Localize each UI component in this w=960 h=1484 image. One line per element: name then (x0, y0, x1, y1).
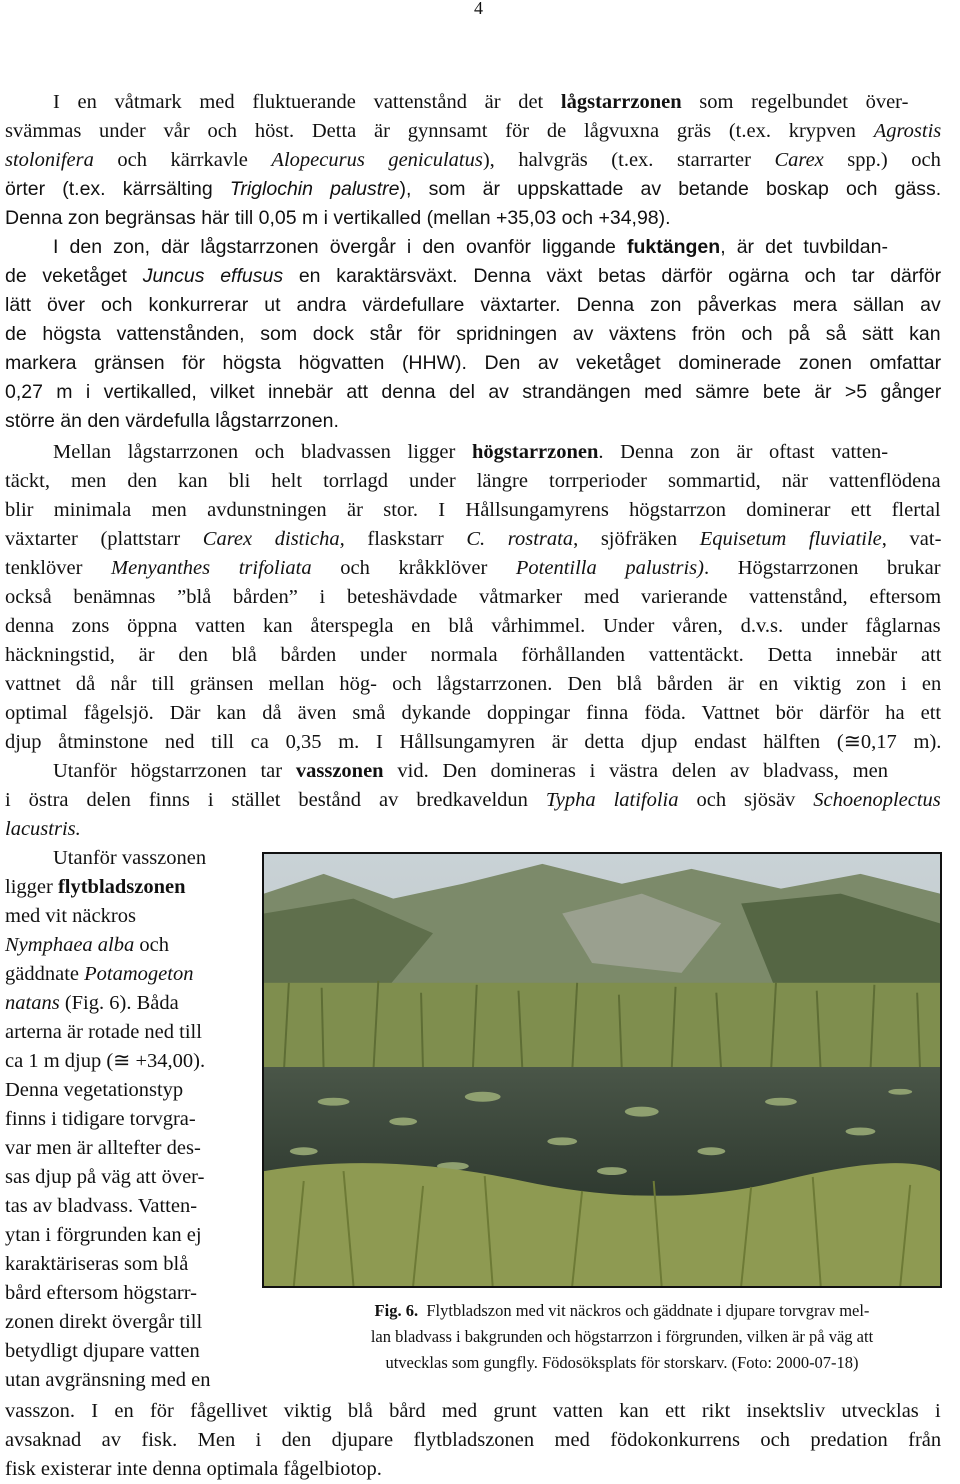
figure-label: Fig. 6. (374, 1301, 419, 1320)
page-number: 4 (474, 0, 483, 18)
text-line: markera gränsen för högsta högvatten (HHW). Den av veketåget dominerade zonen omfattar (5, 352, 942, 374)
text-line: större än den värdefulla lågstarrzonen. (5, 410, 339, 432)
text-line: Denna vegetationstyp (5, 1079, 184, 1101)
text-line: Nymphaea alba och (5, 934, 169, 956)
text-line: 0,27 m i vertikalled, vilket innebär att denna del av strandängen med sämre bete är >5 gånger (5, 381, 942, 403)
text-line: lätt över och konkurrerar ut andra värdefullare växtarter. Denna zon påverkas mera sällan av (5, 294, 941, 316)
caption-line-2: lan bladvass i bakgrunden och högstarrzon i förgrunden, vilken är på väg att (370, 1327, 874, 1346)
text-line: växtarter (plattstarr Carex disticha, flaskstarr C. rostrata, sjöfräken Equisetum fluviatile, vat- (5, 528, 942, 550)
text-line: i östra delen finns i stället bestånd av bredkaveldun Typha latifolia och sjösäv Schoenoplectus (5, 789, 941, 811)
wetland-photo (262, 852, 942, 1288)
text-line: utan avgränsning med en (5, 1369, 211, 1391)
caption-line-1: Flytbladszon med vit näckros och gäddnate i djupare torvgrav mel- (426, 1301, 870, 1320)
text-line: fisk existerar inte denna optimala fågelbiotop. (5, 1458, 382, 1480)
text-line: blir minimala men avdunstningen är stor. I Hållsungamyrens högstarrzon dominerar ett flertal (5, 499, 941, 521)
text-line: optimal fågelsjö. Där kan då även små dykande doppingar finna föda. Vattnet bör därför ha ett (5, 702, 942, 724)
text-line: med vit näckros (5, 905, 136, 927)
text-line: sas djup på väg att över- (5, 1166, 205, 1188)
text-line: ca 1 m djup (≅ +34,00). (5, 1050, 206, 1072)
text-line: bård eftersom högstarr- (5, 1282, 197, 1304)
text-line: betydligt djupare vatten (5, 1340, 200, 1362)
text-line: I den zon, där lågstarrzonen övergår i den ovanför liggande fuktängen, är det tuvbildan- (53, 236, 888, 258)
text-line: de veketåget Juncus effusus en karaktärsväxt. Denna växt betas därför ogärna och tar därför (5, 265, 942, 287)
text-line: avsaknad av fisk. Men i den djupare flytbladszonen med födokonkurrens och predation från (5, 1429, 942, 1451)
text-line: tas av bladvass. Vatten- (5, 1195, 198, 1217)
text-line: zonen direkt övergår till (5, 1311, 203, 1333)
text-line: djup åtminstone ned till ca 0,35 m. I Hållsungamyren är detta djup endast hälften (≅0,17 m). (5, 731, 942, 753)
text-line: svämmas under vår och höst. Detta är gynnsamt för de lågvuxna gräs (t.ex. krypven Agrostis (5, 120, 942, 142)
text-line: gäddnate Potamogeton (5, 963, 194, 985)
figure-caption (298, 1298, 946, 1376)
text-line: stolonifera och kärrkavle Alopecurus geniculatus), halvgräs (t.ex. starrarter Carex spp.) och (5, 149, 941, 171)
text-line: ytan i förgrunden kan ej (5, 1224, 202, 1246)
text-line: lacustris. (5, 818, 81, 840)
text-line: Mellan lågstarrzonen och bladvassen ligger högstarrzonen. Denna zon är oftast vatten- (53, 441, 889, 463)
text-line: karaktäriseras som blå (5, 1253, 189, 1275)
text-line: vattnet då når till gränsen mellan hög- och lågstarrzonen. Den blå bården är en viktig zon i en (5, 673, 942, 695)
wetland-photo-image (264, 854, 940, 1286)
caption-line-3: utvecklas som gungfly. Födosöksplats för storskarv. (Foto: 2000-07-18) (385, 1353, 859, 1372)
text-line: de högsta vattenstånden, som dock står för spridningen av växtens frön och på så sätt kan (5, 323, 941, 345)
text-line: var men är alltefter des- (5, 1137, 201, 1159)
text-line: häckningstid, är den blå bården under normala förhållanden vattentäckt. Detta innebär att (5, 644, 942, 666)
text-line: täckt, men den kan bli helt torrlagd under längre torrperioder sommartid, när vattenflödena (5, 470, 941, 492)
text-line: örter (t.ex. kärrsälting Triglochin palustre), som är uppskattade av betande boskap och gäss. (5, 178, 942, 200)
text-line: natans (Fig. 6). Båda (5, 992, 179, 1014)
text-line: denna zons öppna vatten kan återspegla en blå vårhimmel. Under våren, d.v.s. under fåglarnas (5, 615, 941, 637)
text-line: vasszon. I en för fågellivet viktig blå bård med grunt vatten kan ett rikt insektsliv utvecklas i (5, 1400, 941, 1422)
text-line: arterna är rotade ned till (5, 1021, 202, 1043)
text-line: Denna zon begränsas här till 0,05 m i vertikalled (mellan +35,03 och +34,98). (5, 207, 671, 229)
text-line: finns i tidigare torvgra- (5, 1108, 196, 1130)
text-line: också benämnas ”blå bården” i beteshävdade våtmarker med varierande vattenstånd, eftersom (5, 586, 942, 608)
text-line: ligger flytbladszonen (5, 876, 186, 898)
text-line: Utanför högstarrzonen tar vasszonen vid. Den domineras i västra delen av bladvass, men (53, 760, 888, 782)
text-line: Utanför vasszonen (53, 847, 207, 869)
text-line: tenklöver Menyanthes trifoliata och kråkklöver Potentilla palustris). Högstarrzonen brukar (5, 557, 941, 579)
text-line: I en våtmark med fluktuerande vattenstånd är det lågstarrzonen som regelbundet över- (53, 91, 909, 113)
